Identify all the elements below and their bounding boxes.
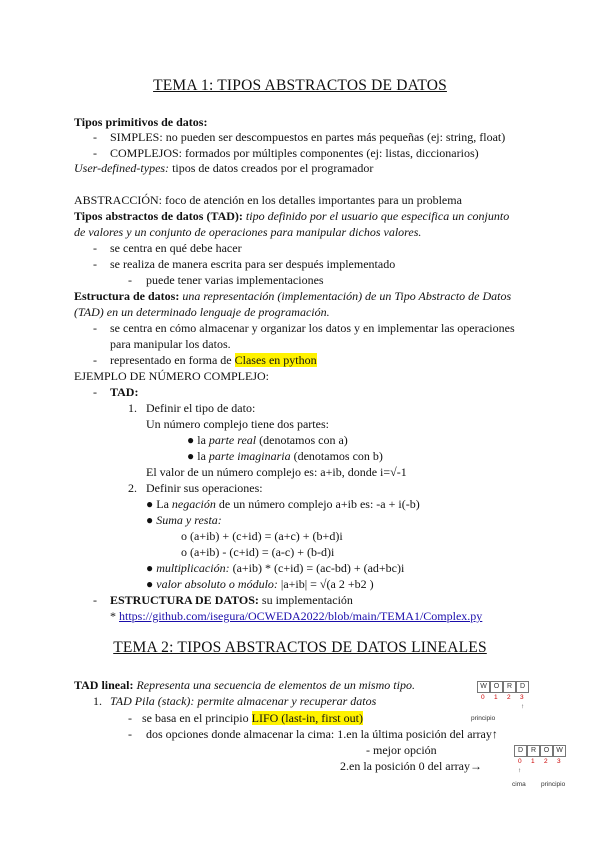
array-index: 0	[518, 758, 522, 765]
highlight-lifo: LIFO (last-in, first out)	[251, 711, 363, 725]
tad-bullet-1: se centra en qué debe hacer	[110, 241, 242, 255]
array-cell: O	[540, 745, 553, 757]
tad-pila: TAD Pila (stack): permite almacenar y recuperar datos	[110, 694, 377, 708]
op-modulo: ● valor absoluto o módulo: |a+ib| = √(a 2 +b2 )	[146, 577, 374, 591]
array-cell: R	[527, 745, 540, 757]
list-item: -	[128, 727, 132, 741]
array-cell: O	[490, 681, 503, 693]
step-number: 1.	[93, 694, 102, 708]
array-index: 3	[557, 758, 561, 765]
array-index: 2	[544, 758, 548, 765]
estructura-datos-definition-2: (TAD) en un determinado lenguaje de programación.	[74, 305, 330, 319]
list-item: -	[93, 257, 97, 271]
user-defined-types: User-defined-types: tipos de datos creados por el programador	[74, 161, 374, 175]
estructura-datos-definition: Estructura de datos: una representación (implementación) de un Tipo Abstracto de Datos	[74, 289, 512, 303]
list-item: -	[93, 593, 97, 607]
op-resta: o (a+ib) - (c+id) = (a-c) + (b-d)i	[181, 545, 335, 559]
tad-label: TAD:	[110, 385, 139, 399]
op-multiplicacion: ● multiplicación: (a+ib) * (c+id) = (ac-bd) + (ad+bc)i	[146, 561, 405, 575]
step-1-b: ● la parte real (denotamos con a)	[187, 433, 348, 447]
op-suma-resta: ● Suma y resta:	[146, 513, 222, 527]
abstraccion: ABSTRACCIÓN: foco de atención en los detalles importantes para un problema	[74, 193, 462, 207]
op-suma: o (a+ib) + (c+id) = (a+c) + (b+d)i	[181, 529, 343, 543]
array-cell: D	[516, 681, 529, 693]
step-1-c: ● la parte imaginaria (denotamos con b)	[187, 449, 383, 463]
array-caption-left: cima	[512, 781, 526, 788]
array-index: 1	[494, 694, 498, 701]
list-item: -	[93, 353, 97, 367]
highlight-clases-python: Clases en python	[234, 353, 317, 367]
estructura-item: ESTRUCTURA DE DATOS: su implementación	[110, 593, 353, 607]
tad-bullet-2: se realiza de manera escrita para ser después implementado	[110, 257, 396, 271]
list-item: -	[93, 130, 97, 144]
list-item: -	[128, 273, 132, 287]
array-cell: R	[503, 681, 516, 693]
pila-bullet-2: dos opciones donde almacenar la cima: 1.en la última posición del array↑	[146, 727, 498, 741]
array-caption-right: principio	[541, 781, 566, 788]
tad-definition-2: de valores y un conjunto de operaciones para manipular dichos valores.	[74, 225, 422, 239]
op-negacion: ● La negación de un número complejo a+ib es: -a + i(-b)	[146, 497, 420, 511]
complex-link-line: * https://github.com/isegura/OCWEDA2022/blob/main/TEMA1/Complex.py	[110, 609, 483, 623]
ejemplo-heading: EJEMPLO DE NÚMERO COMPLEJO:	[74, 369, 270, 383]
arrow-up-icon: ↑	[521, 703, 525, 710]
complejos-item: COMPLEJOS: formados por múltiples componentes (ej: listas, diccionarios)	[110, 146, 479, 160]
step-1-a: Un número complejo tiene dos partes:	[146, 417, 329, 431]
array-index: 1	[531, 758, 535, 765]
pila-bullet-1: se basa en el principio LIFO (last-in, first out)	[142, 711, 363, 725]
array-cell: D	[514, 745, 527, 757]
list-item: -	[128, 711, 132, 725]
array-cell: W	[477, 681, 490, 693]
complex-py-link[interactable]: https://github.com/isegura/OCWEDA2022/blob/main/TEMA1/Complex.py	[119, 609, 483, 623]
array-index: 2	[507, 694, 511, 701]
array-index: 0	[481, 694, 485, 701]
list-item: -	[93, 385, 97, 399]
list-item: -	[93, 241, 97, 255]
ed-bullet-1: se centra en cómo almacenar y organizar los datos y en implementar las operaciones	[110, 321, 515, 335]
arrow-up-icon: ↑	[518, 767, 522, 774]
ed-bullet-2: representado en forma de Clases en python	[110, 353, 317, 367]
array-cell: W	[553, 745, 566, 757]
simples-item: SIMPLES: no pueden ser descompuestos en partes más pequeñas (ej: string, float)	[110, 130, 506, 144]
tema2-title: TEMA 2: TIPOS ABSTRACTOS DE DATOS LINEALES	[113, 639, 487, 656]
step-number: 1.	[128, 401, 137, 415]
ed-bullet-1-cont: para manipular los datos.	[110, 337, 231, 351]
array-caption: principio	[471, 715, 496, 722]
tad-definition: Tipos abstractos de datos (TAD): tipo definido por el usuario que especifica un conjunto	[74, 209, 510, 223]
step-1-d: El valor de un número complejo es: a+ib, donde i=√-1	[146, 465, 407, 479]
tema1-title: TEMA 1: TIPOS ABSTRACTOS DE DATOS	[153, 77, 447, 94]
list-item: -	[93, 321, 97, 335]
step-2: Definir sus operaciones:	[146, 481, 263, 495]
step-number: 2.	[128, 481, 137, 495]
list-item: -	[93, 146, 97, 160]
pila-bullet-3: 2.en la posición 0 del array→	[340, 759, 482, 773]
tad-lineal: TAD lineal: Representa una secuencia de elementos de un mismo tipo.	[74, 678, 415, 692]
array-index: 3	[520, 694, 524, 701]
pila-bullet-2-sub: - mejor opción	[366, 743, 437, 757]
tipos-primitivos-heading: Tipos primitivos de datos:	[74, 115, 208, 129]
step-1: Definir el tipo de dato:	[146, 401, 256, 415]
tad-bullet-2-sub: puede tener varias implementaciones	[146, 273, 324, 287]
